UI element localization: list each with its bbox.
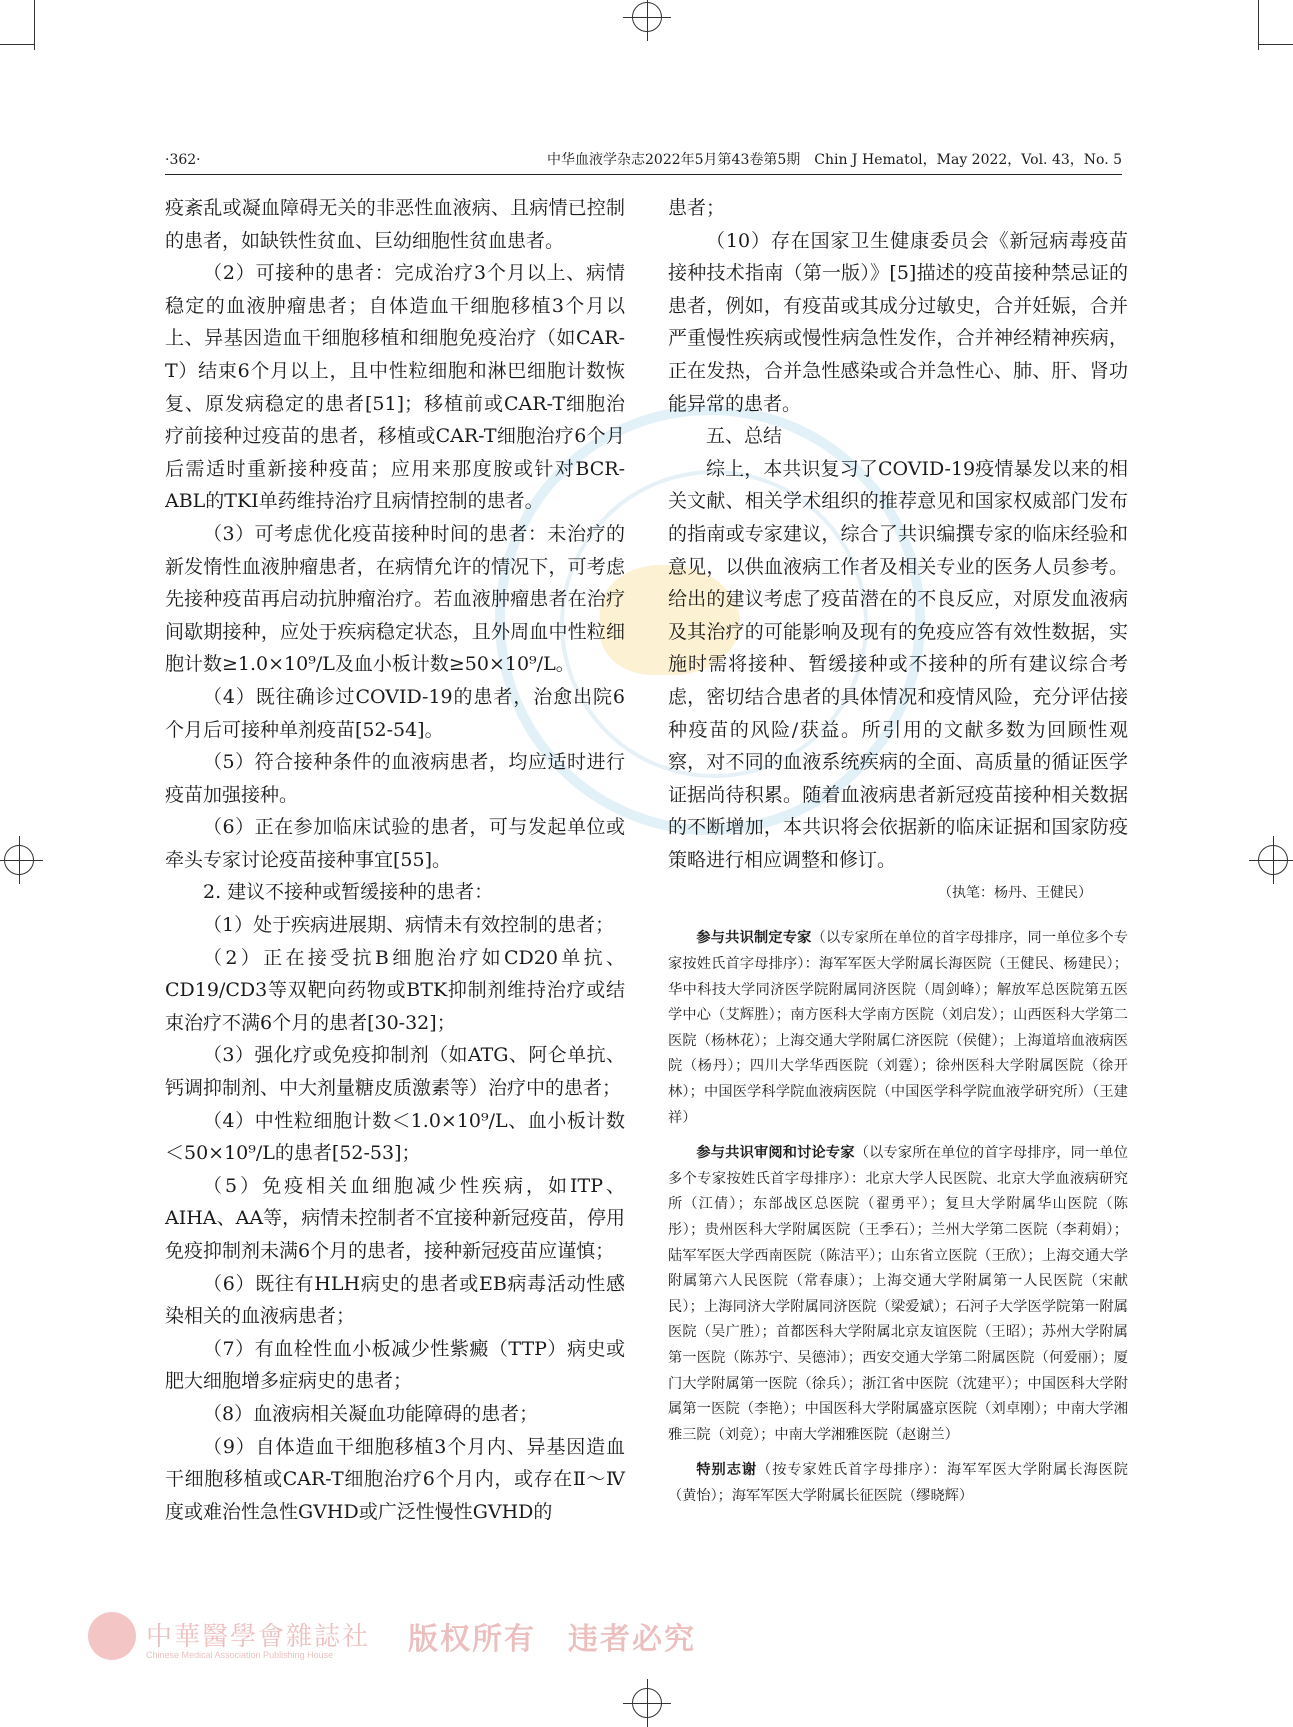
paragraph: （9）自体造血干细胞移植3个月内、异基因造血干细胞移植或CAR-T细胞治疗6个月内，或存在Ⅱ～Ⅳ度或难治性急性GVHD或广泛性慢性GVHD的: [165, 1435, 625, 1523]
publisher-name: 中華醫學會雜誌社: [146, 1622, 371, 1652]
paragraph: （2）可接种的患者：完成治疗3个月以上、病情稳定的血液肿瘤患者；自体造血干细胞移植3个月以上、异基因造血干细胞移植和细胞免疫治疗（如CAR-T）结束6个月以上，且中性粒细胞和淋巴细胞计数恢复、原发病稳定的患者[51]；移植前或CAR-T细胞治疗前接种过疫苗的患者，移植或CAR-T细胞治疗6个月后需适时重新接种疫苗；应用来那度胺或针对BCR-ABL的TKI单药维持治疗且病情控制的患者。: [165, 262, 625, 513]
paragraph: （4）中性粒细胞计数＜1.0×10⁹/L、血小板计数＜50×10⁹/L的患者[52-53]；: [165, 1109, 625, 1165]
paragraph: （10）存在国家卫生健康委员会《新冠病毒疫苗接种技术指南（第一版）》[5]描述的疫苗接种禁忌证的患者，例如，有疫苗或其成分过敏史，合并妊娠，合并严重慢性疾病或慢性病急性发作，合并神经精神疾病，正在发热，合并急性感染或合并急性心、肺、肝、肾功能异常的患者。: [668, 229, 1128, 415]
contributor-heading: 特别志谢: [696, 1462, 758, 1479]
page-number: ·362·: [165, 152, 201, 168]
contributor-heading: 参与共识制定专家: [696, 930, 812, 947]
paragraph: （1）处于疾病进展期、病情未有效控制的患者；: [203, 914, 615, 937]
registration-mark: [632, 1688, 662, 1718]
paragraph: 五、总结: [706, 425, 783, 448]
contributor-paragraph: [668, 926, 1128, 1131]
paragraph: （5）符合接种条件的血液病患者，均应适时进行疫苗加强接种。: [165, 751, 625, 806]
contributor-paragraph: [668, 1458, 1128, 1509]
crop-mark: [1258, 44, 1293, 45]
paragraph: 患者；: [668, 197, 726, 219]
registration-mark: [632, 2, 662, 32]
paragraph: 疫紊乱或凝血障碍无关的非恶性血液病、且病情已控制的患者，如缺铁性贫血、巨幼细胞性贫血患者。: [165, 197, 625, 252]
contributor-paragraph: [668, 1141, 1128, 1448]
registration-mark: [1258, 845, 1288, 875]
paragraph: （7）有血栓性血小板减少性紫癜（TTP）病史或肥大细胞增多症病史的患者；: [165, 1337, 625, 1393]
running-head: [165, 150, 1122, 175]
right-column-paragraphs: [668, 192, 1128, 876]
publisher-name-en: Chinese Medical Association Publishing House: [146, 1650, 334, 1660]
paragraph: （5）免疫相关血细胞减少性疾病，如ITP、AIHA、AA等，病情未控制者不宜接种新冠疫苗，停用免疫抑制剂未满6个月的患者，接种新冠疫苗应谨慎；: [165, 1174, 625, 1262]
paragraph: （6）既往有HLH病史的患者或EB病毒活动性感染相关的血液病患者；: [165, 1272, 625, 1328]
paragraph: （4）既往确诊过COVID-19的患者，治愈出院6个月后可接种单剂疫苗[52-54]。: [165, 685, 625, 741]
contributor-text: （按专家姓氏首字母排序）：海军军医大学附属长海医院（黄怡）；海军军医大学附属长征医院（缪晓辉）: [668, 1462, 1128, 1504]
crop-mark: [34, 0, 35, 50]
paragraph: 综上，本共识复习了COVID-19疫情暴发以来的相关文献、相关学术组织的推荐意见和国家权威部门发布的指南或专家建议，综合了共识编撰专家的临床经验和意见，以供血液病工作者及相关专业的医务人员参考。给出的建议考虑了疫苗潜在的不良反应，对原发血液病及其治疗的可能影响及现有的免疫应答有效性数据，实施时需将接种、暂缓接种或不接种的所有建议综合考虑，密切结合患者的具体情况和疫情风险，充分评估接种疫苗的风险/获益。所引用的文献多数为回顾性观察，对不同的血液系统疾病的全面、高质量的循证医学证据尚待积累。随着血液病患者新冠疫苗接种相关数据的不断增加，本共识将会依据新的临床证据和国家防疫策略进行相应调整和修订。: [668, 457, 1128, 871]
paragraph: 2. 建议不接种或暂缓接种的患者：: [203, 881, 494, 904]
paragraph: （3）强化疗或免疫抑制剂（如ATG、阿仑单抗、钙调抑制剂、中大剂量糖皮质激素等）治疗中的患者；: [165, 1044, 625, 1100]
author-note: （执笔：杨丹、王健民）: [938, 885, 1092, 902]
left-column: [165, 192, 625, 1528]
crop-mark: [1258, 0, 1259, 50]
paragraph: （6）正在参加临床试验的患者，可与发起单位或牵头专家讨论疫苗接种事宜[55]。: [165, 816, 625, 871]
paragraph: （3）可考虑优化疫苗接种时间的患者：未治疗的新发惰性血液肿瘤患者，在病情允许的情况下，可考虑先接种疫苗再启动抗肿瘤治疗。若血液肿瘤患者在治疗间歇期接种，应处于疾病稳定状态，且外周血中性粒细胞计数≥1.0×10⁹/L及血小板计数≥50×10⁹/L。: [165, 522, 625, 676]
right-column: [668, 192, 1128, 1520]
crop-mark: [0, 44, 34, 45]
contributor-text: （以专家所在单位的首字母排序，同一单位多个专家按姓氏首字母排序）：北京大学人民医院、北京大学血液病研究所（江倩）；东部战区总医院（翟勇平）；复旦大学附属华山医院（陈彤）；贵州医科大学附属医院（王季石）；兰州大学第二医院（李莉娟）；陆军军医大学西南医院（陈洁平）；山东省立医院（王欣）；上海交通大学附属第六人民医院（常春康）；上海交通大学附属第一人民医院（宋献民）；上海同济大学附属同济医院（梁爱斌）；石河子大学医学院第一附属医院（吴广胜）；首都医科大学附属北京友谊医院（王昭）；苏州大学附属第一医院（陈苏宁、吴德沛）；西安交通大学第二附属医院（何爱丽）；厦门大学附属第一医院（徐兵）；浙江省中医院（沈建平）；中国医科大学附属第一医院（李艳）；中国医科大学附属盛京医院（刘卓刚）；中南大学湘雅三院（刘竞）；中南大学湘雅医院（赵谢兰）: [668, 1145, 1128, 1443]
paragraph: （8）血液病相关凝血功能障碍的患者；: [203, 1402, 539, 1425]
contributor-heading: 参与共识审阅和讨论专家: [696, 1145, 855, 1162]
publisher-logo-icon: [88, 1612, 136, 1660]
copyright-notice: 版权所有 违者必究: [408, 1622, 696, 1657]
contributors-section: [668, 926, 1128, 1509]
journal-citation: 中华血液学杂志2022年5月第43卷第5期 Chin J Hematol，May 2022，Vol. 43，No. 5: [547, 152, 1122, 168]
registration-mark: [4, 845, 34, 875]
paragraph: （2）正在接受抗B细胞治疗如CD20单抗、CD19/CD3等双靶向药物或BTK抑制剂维持治疗或结束治疗不满6个月的患者[30-32]；: [165, 946, 625, 1034]
contributor-text: （以专家所在单位的首字母排序，同一单位多个专家按姓氏首字母排序）：海军军医大学附属长海医院（王健民、杨建民）；华中科技大学同济医学院附属同济医院（周剑峰）；解放军总医院第五医学中心（艾辉胜）；南方医科大学南方医院（刘启发）；山西医科大学第二医院（杨林花）；上海交通大学附属仁济医院（侯健）；上海道培血液病医院（杨丹）；四川大学华西医院（刘霆）；徐州医科大学附属医院（徐开林）；中国医学科学院血液病医院（中国医学科学院血液学研究所）（王建祥）: [668, 930, 1128, 1126]
